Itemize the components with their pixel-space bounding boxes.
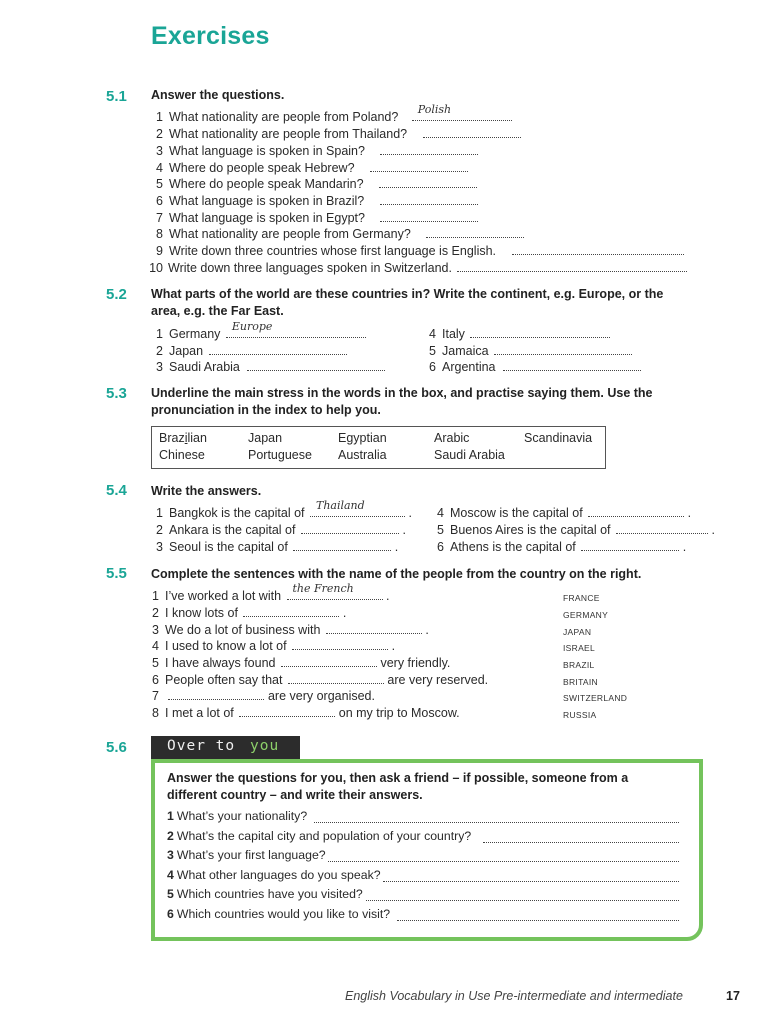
answer-blank[interactable] xyxy=(239,706,335,717)
answer-line[interactable] xyxy=(314,821,679,823)
question-item: 3 What language is spoken in Spain? xyxy=(151,143,478,160)
answer-blank[interactable] xyxy=(380,144,478,155)
section-number-5-4: 5.4 xyxy=(106,482,127,499)
question-item: 9 Write down three countries whose first language is English. xyxy=(151,243,684,260)
answer-line[interactable] xyxy=(397,919,679,921)
sentence-item: 3 We do a lot of business with . xyxy=(152,623,429,637)
word-egyptian: Egyptian xyxy=(338,431,387,445)
answer-blank[interactable] xyxy=(247,360,385,371)
word-japan: Japan xyxy=(248,431,283,445)
answer-blank[interactable] xyxy=(370,161,468,172)
answer-line[interactable] xyxy=(383,880,679,882)
section-number-5-5: 5.5 xyxy=(106,565,127,582)
answer-blank[interactable] xyxy=(243,606,339,617)
instruction-5-4: Write the answers. xyxy=(151,484,262,498)
question-item: 4 Where do people speak Hebrew? xyxy=(151,160,468,177)
country-label: BRAZIL xyxy=(563,660,595,670)
answer-blank[interactable] xyxy=(292,639,388,650)
answer-blank[interactable] xyxy=(470,327,610,338)
word-scandinavia: Scandinavia xyxy=(524,431,593,445)
question-item: 1 Bangkok is the capital of Thailand . xyxy=(156,499,412,520)
word-chinese: Chinese xyxy=(159,448,205,462)
handwritten-answer: Thailand xyxy=(315,499,365,513)
instruction-5-6: Answer the questions for you, then ask a friend – if possible, someone from a different country – and write their answers. xyxy=(167,771,629,802)
word-box xyxy=(151,426,606,469)
country-label: RUSSIA xyxy=(563,710,597,720)
handwritten-answer: Europe xyxy=(231,320,273,334)
word-brazilian: Brazilian xyxy=(159,431,207,445)
question-item: 7 What language is spoken in Egypt? xyxy=(151,210,478,227)
question-item: 5 Where do people speak Mandarin? xyxy=(151,176,477,193)
question-item: 2 What’s the capital city and population of your country? xyxy=(167,829,472,843)
sentence-item: 2 I know lots of . xyxy=(152,606,347,620)
question-item: 1 What nationality are people from Poland? Polish xyxy=(151,109,512,126)
page-number: 17 xyxy=(726,989,740,1003)
word-saudi-arabia: Saudi Arabia xyxy=(434,448,505,462)
question-item: 4 Moscow is the capital of . xyxy=(437,506,692,520)
country-label: BRITAIN xyxy=(563,677,599,687)
question-item: 3 Saudi Arabia xyxy=(151,359,385,376)
question-item: 1 Germany Europe xyxy=(151,326,366,343)
country-label: GERMANY xyxy=(563,610,609,620)
country-label: ISRAEL xyxy=(563,643,596,653)
answer-blank[interactable] xyxy=(287,582,383,600)
sentence-item: 8 I met a lot of on my trip to Moscow. xyxy=(152,706,460,720)
sentence-item: 1 I’ve worked a lot with the French . xyxy=(152,582,390,603)
question-item: 8 What nationality are people from Germany? xyxy=(151,226,524,243)
question-item: 1 What’s your nationality? xyxy=(167,809,308,823)
sentence-item: 4 I used to know a lot of . xyxy=(152,639,396,653)
tab-label: Over to xyxy=(167,738,236,754)
answer-blank[interactable] xyxy=(423,127,521,138)
tab-label-highlight: you xyxy=(250,738,280,754)
word-portuguese: Portuguese xyxy=(248,448,312,462)
section-number-5-3: 5.3 xyxy=(106,385,127,402)
over-to-you-tab xyxy=(151,736,300,759)
answer-blank[interactable] xyxy=(168,689,264,700)
word-arabic: Arabic xyxy=(434,431,470,445)
answer-blank[interactable] xyxy=(616,523,708,534)
answer-blank[interactable] xyxy=(380,194,478,205)
answer-blank[interactable] xyxy=(581,540,679,551)
answer-blank[interactable] xyxy=(380,211,478,222)
question-item: 6 Which countries would you like to visit? xyxy=(167,907,391,921)
answer-line[interactable] xyxy=(483,841,679,843)
handwritten-answer: Polish xyxy=(417,103,452,117)
stress-underline: i xyxy=(184,431,188,445)
question-item: 4 What other languages do you speak? xyxy=(167,868,381,882)
question-item: 6 Athens is the capital of . xyxy=(437,540,687,554)
instruction-5-1: Answer the questions. xyxy=(151,88,285,102)
page-title: Exercises xyxy=(151,22,270,50)
handwritten-answer: the French xyxy=(292,582,354,596)
answer-blank[interactable] xyxy=(301,523,399,534)
answer-line[interactable] xyxy=(366,899,679,901)
question-item: 6 What language is spoken in Brazil? xyxy=(151,193,478,210)
country-label: FRANCE xyxy=(563,593,600,603)
answer-blank[interactable] xyxy=(326,623,422,634)
question-item: 4 Italy xyxy=(424,326,610,343)
question-item: 5 Buenos Aires is the capital of . xyxy=(437,523,715,537)
answer-blank[interactable] xyxy=(288,673,384,684)
section-number-5-1: 5.1 xyxy=(106,88,127,105)
section-number-5-6: 5.6 xyxy=(106,739,127,756)
question-item: 3 Seoul is the capital of . xyxy=(156,540,399,554)
answer-blank[interactable] xyxy=(293,540,391,551)
question-item: 6 Argentina xyxy=(424,359,641,376)
question-item: 10 Write down three languages spoken in Switzerland. xyxy=(151,260,687,277)
word-australia: Australia xyxy=(338,448,387,462)
answer-blank[interactable] xyxy=(412,103,512,121)
country-label: JAPAN xyxy=(563,627,592,637)
instruction-5-2: What parts of the world are these countries in? Write the continent, e.g. Europe, or the area, e.g. the Far East. xyxy=(151,287,664,318)
instruction-5-5: Complete the sentences with the name of the people from the country on the right. xyxy=(151,567,642,581)
section-number-5-2: 5.2 xyxy=(106,286,127,303)
question-item: 5 Which countries have you visited? xyxy=(167,887,363,901)
answer-blank[interactable] xyxy=(512,244,684,255)
answer-blank[interactable] xyxy=(426,227,524,238)
answer-blank[interactable] xyxy=(209,344,347,355)
answer-blank[interactable] xyxy=(494,344,632,355)
answer-blank[interactable] xyxy=(226,320,366,338)
answer-blank[interactable] xyxy=(281,656,377,667)
sentence-item: 5 I have always found very friendly. xyxy=(152,656,451,670)
question-item: 2 Ankara is the capital of . xyxy=(156,523,406,537)
answer-blank[interactable] xyxy=(503,360,641,371)
answer-blank[interactable] xyxy=(379,177,477,188)
instruction-5-3: Underline the main stress in the words in the box, and practise saying them. Use the pronunciation in the index to help you. xyxy=(151,386,653,417)
sentence-item: 7 are very organised. xyxy=(152,689,375,703)
book-title-footer: English Vocabulary in Use Pre-intermediate and intermediate xyxy=(345,989,683,1003)
answer-line[interactable] xyxy=(328,860,679,862)
question-item: 3 What’s your first language? xyxy=(167,848,326,862)
question-item: 2 Japan xyxy=(151,343,347,360)
question-item: 5 Jamaica xyxy=(424,343,632,360)
answer-blank[interactable] xyxy=(310,499,405,517)
sentence-item: 6 People often say that are very reserved. xyxy=(152,673,489,687)
answer-blank[interactable] xyxy=(457,261,687,272)
question-item: 2 What nationality are people from Thailand? xyxy=(151,126,521,143)
country-label: SWITZERLAND xyxy=(563,693,628,703)
answer-blank[interactable] xyxy=(588,506,684,517)
